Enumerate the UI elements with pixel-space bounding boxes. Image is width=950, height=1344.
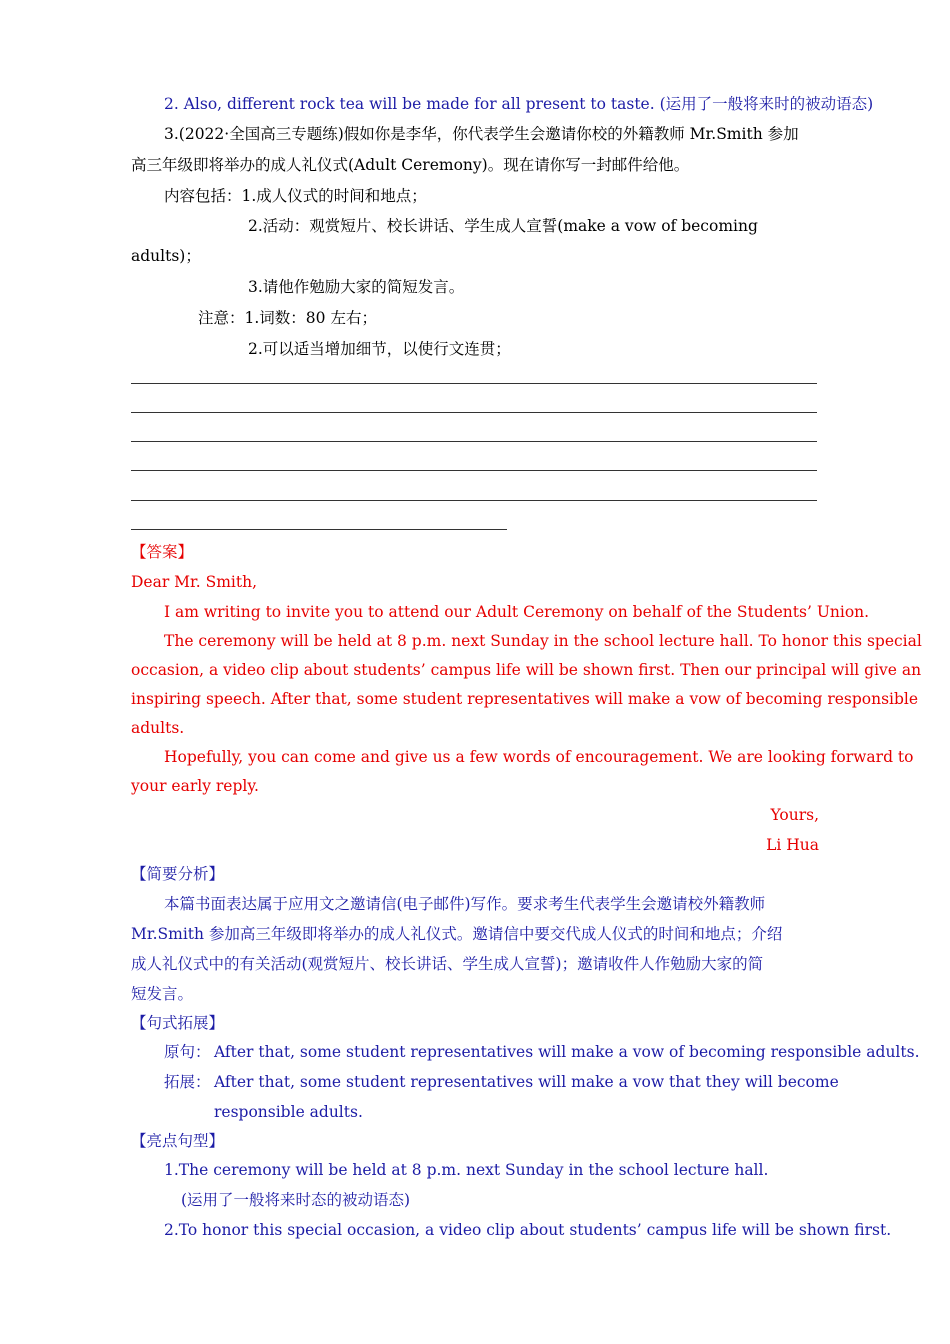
content-requirement-1: 内容包括：1.成人仪式的时间和地点； — [164, 187, 427, 205]
question-prompt-line2: 高三年级即将举办的成人礼仪式(Adult Ceremony)。现在请你写一封邮件给他。 — [131, 156, 690, 174]
analysis-line3: 成人礼仪式中的有关活动(观赏短片、校长讲话、学生成人宣誓)；邀请收件人作勉励大家的简 — [131, 955, 764, 973]
highlight-sentence-1-note: (运用了一般将来时态的被动语态) — [181, 1191, 411, 1209]
content-requirement-2: 2.活动：观赏短片、校长讲话、学生成人宣誓(make a vow of becoming — [248, 217, 758, 235]
content-requirement-3: 3.请他作勉励大家的简短发言。 — [248, 278, 465, 296]
letter-signature: Li Hua — [766, 836, 819, 854]
writing-line — [131, 441, 817, 442]
letter-paragraph-2-line2: occasion, a video clip about students’ campus life will be shown first. Then our principal will give an — [131, 661, 922, 679]
highlights-heading: 【亮点句型】 — [131, 1132, 225, 1150]
expansion-heading: 【句式拓展】 — [131, 1014, 225, 1032]
writing-line — [131, 529, 507, 530]
answer-heading: 【答案】 — [131, 543, 194, 561]
question-prompt-line1: 3.(2022·全国高三专题练)假如你是李华，你代表学生会邀请你校的外籍教师 Mr.Smith 参加 — [164, 125, 799, 143]
writing-line — [131, 470, 817, 471]
analysis-line1: 本篇书面表达属于应用文之邀请信(电子邮件)写作。要求考生代表学生会邀请校外籍教师 — [164, 895, 766, 913]
letter-paragraph-2-line3: inspiring speech. After that, some student representatives will make a vow of becoming responsible — [131, 690, 919, 708]
letter-paragraph-2-line1: The ceremony will be held at 8 p.m. next Sunday in the school lecture hall. To honor this special — [164, 632, 922, 650]
writing-line — [131, 412, 817, 413]
letter-paragraph-2-line4: adults. — [131, 719, 185, 737]
original-sentence-label: 原句： — [164, 1043, 211, 1061]
letter-paragraph-1: I am writing to invite you to attend our Adult Ceremony on behalf of the Students’ Union. — [164, 603, 870, 621]
letter-paragraph-3-line2: your early reply. — [131, 777, 259, 795]
analysis-heading: 【简要分析】 — [131, 865, 225, 883]
note-requirement-2: 2.可以适当增加细节，以使行文连贯； — [248, 340, 511, 358]
expanded-sentence-line2: responsible adults. — [214, 1103, 363, 1121]
highlight-sentence-1: 1.The ceremony will be held at 8 p.m. next Sunday in the school lecture hall. — [164, 1161, 769, 1179]
writing-line — [131, 500, 817, 501]
highlight-sentence-2: 2.To honor this special occasion, a video clip about students’ campus life will be shown first. — [164, 1221, 892, 1239]
expanded-sentence-label: 拓展： — [164, 1073, 211, 1091]
expanded-sentence-line1: After that, some student representatives will make a vow that they will become — [214, 1073, 839, 1091]
letter-closing: Yours, — [770, 806, 819, 824]
writing-line — [131, 383, 817, 384]
example-sentence-2: 2. Also, different rock tea will be made for all present to taste. (运用了一般将来时的被动语态) — [164, 95, 874, 113]
analysis-line4: 短发言。 — [131, 985, 194, 1003]
analysis-line2: Mr.Smith 参加高三年级即将举办的成人礼仪式。邀请信中要交代成人仪式的时间和地点；介绍 — [131, 925, 783, 943]
original-sentence: After that, some student representatives will make a vow of becoming responsible adults. — [214, 1043, 920, 1061]
content-requirement-2-cont: adults)； — [131, 247, 201, 265]
letter-greeting: Dear Mr. Smith, — [131, 573, 258, 591]
letter-paragraph-3-line1: Hopefully, you can come and give us a few words of encouragement. We are looking forward to — [164, 748, 914, 766]
note-requirement-1: 注意：1.词数：80 左右； — [198, 309, 377, 327]
